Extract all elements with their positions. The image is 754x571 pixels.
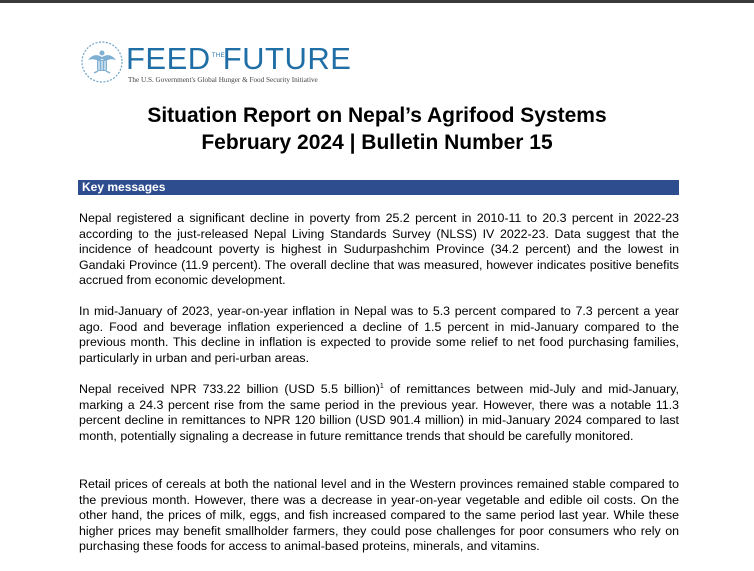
logo-word-future: FUTURE <box>222 41 352 76</box>
paragraph-retail-prices: Retail prices of cereals at both the national level and in the Western provinces remained stable compared to the previous month. However, there was a decrease in year-on-year vegetable and edible oil costs. On the other hand, the prices of milk, eggs, and fish increased compared to the same period last year. While these higher prices may benefit smallholder farmers, they could pose challenges for poor consumers who rely on purchasing these foods for access to animal-based proteins, minerals, and vitamins. <box>79 477 679 553</box>
paragraph-inflation: In mid-January of 2023, year-on-year inflation in Nepal was to 5.3 percent compared to 7.3 percent a year ago. Food and beverage inflation experienced a decline of 1.5 percent in mid-January compared to the previous month. This decline in inflation is expected to provide some relief to net food purchasing families, particularly in urban and peri-urban areas. <box>79 304 679 365</box>
feed-the-future-logo <box>80 40 352 88</box>
remittances-text-end: of remittances between mid-July and mid-January, marking a 24.3 percent rise from the same period in the previous year. However, there was a notable 11.3 percent decline in remittances to NPR 120 billion (USD 901.4 million) in mid-January 2024 compared to last month, potentially signaling a decrease in future remittance trends that should be carefully monitored. <box>79 382 680 443</box>
paragraph-poverty: Nepal registered a significant decline in poverty from 25.2 percent in 2010-11 to 20.3 percent in 2022-23 according to the just-released Nepal Living Standards Survey (NLSS) IV 2022-23. Data suggest that the incidence of headcount poverty is highest in Sudurpashchim Province (34.2 percent) and the lowest in Gandaki Province (11.9 percent). The overall decline that was measured, however indicates positive benefits accrued from economic development. <box>79 211 679 287</box>
logo-tagline: The U.S. Government's Global Hunger & Food Security Initiative <box>128 76 318 84</box>
footnote-marker[interactable]: 1 <box>379 382 384 390</box>
logo-word-the: THE <box>211 53 226 60</box>
us-seal-icon <box>80 40 124 84</box>
top-border <box>0 0 754 3</box>
section-heading-key-messages: Key messages <box>78 180 679 195</box>
logo-word-feed: FEED <box>126 41 211 76</box>
paragraph-remittances <box>79 382 679 444</box>
remittances-text-start: Nepal received NPR 733.22 billion (USD 5.5 billion) <box>79 382 380 396</box>
report-title-line2: February 2024 | Bulletin Number 15 <box>201 131 553 154</box>
report-title <box>0 102 754 156</box>
logo-wordmark <box>126 42 351 76</box>
report-title-line1: Situation Report on Nepal’s Agrifood Systems <box>147 104 607 127</box>
